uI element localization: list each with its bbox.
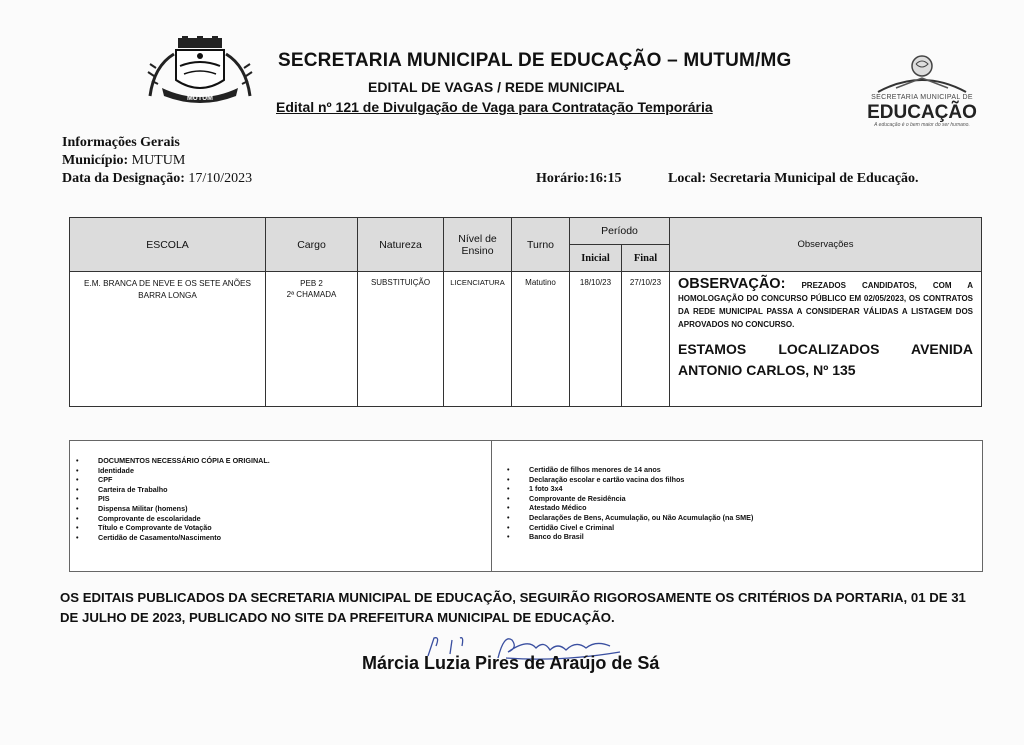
documents-list-right xyxy=(501,465,753,542)
list-item: • Banco do Brasil xyxy=(501,532,753,542)
obs-location: ESTAMOS LOCALIZADOS AVENIDA ANTONIO CARLOS, Nº 135 xyxy=(678,341,973,378)
header-inicial: Inicial xyxy=(570,245,622,272)
page-title: SECRETARIA MUNICIPAL DE EDUCAÇÃO – MUTUM/MG xyxy=(278,50,792,71)
list-item: • Comprovante de Residência xyxy=(501,494,753,504)
header-final: Final xyxy=(622,245,670,272)
list-item: • Comprovante de escolaridade xyxy=(70,514,270,524)
documents-list-left xyxy=(70,456,270,542)
list-item: • 1 foto 3x4 xyxy=(501,484,753,494)
cell-escola: E.M. BRANCA DE NEVE E OS SETE ANÕES BARRA LONGA xyxy=(70,272,266,407)
footer-notice: OS EDITAIS PUBLICADOS DA SECRETARIA MUNICIPAL DE EDUCAÇÃO, SEGUIRÃO RIGOROSAMENTE OS CRITÉRIOS DA PORTARIA, 01 DE 31 DE JULHO DE 2023, PUBLICADO NO SITE DA PREFEITURA MUNICIPAL DE EDUCAÇÃO. xyxy=(60,590,966,625)
municipal-crest-logo xyxy=(140,36,260,106)
documents-box xyxy=(69,440,983,572)
page-subtitle: EDITAL DE VAGAS / REDE MUNICIPAL xyxy=(368,79,625,95)
list-item: • Carteira de Trabalho xyxy=(70,485,270,495)
list-item: • Certidão de filhos menores de 14 anos xyxy=(501,465,753,475)
cell-observacoes xyxy=(670,272,982,407)
list-item: • Declarações de Bens, Acumulação, ou Não Acumulação (na SME) xyxy=(501,513,753,523)
list-item: • Dispensa Militar (homens) xyxy=(70,504,270,514)
list-item: • Certidão Civel e Criminal xyxy=(501,523,753,533)
crest-label: MUTUM xyxy=(186,95,214,102)
cell-final: 27/10/23 xyxy=(622,272,670,407)
signature-name: Márcia Luzia Pires de Araújo de Sá xyxy=(362,653,660,673)
table-row xyxy=(70,272,982,407)
header-turno: Turno xyxy=(512,218,570,272)
list-item: • Atestado Médico xyxy=(501,503,753,513)
header-escola: ESCOLA xyxy=(70,218,266,272)
cell-nivel: LICENCIATURA xyxy=(444,272,512,407)
info-horario: Horário:16:15 xyxy=(536,171,622,186)
header-cargo: Cargo xyxy=(266,218,358,272)
cell-inicial: 18/10/23 xyxy=(570,272,622,407)
list-item: • PIS xyxy=(70,494,270,504)
info-local: Local: Secretaria Municipal de Educação. xyxy=(668,171,919,186)
obs-title: OBSERVAÇÃO: xyxy=(678,276,786,292)
list-item: • DOCUMENTOS NECESSÁRIO CÓPIA E ORIGINAL. xyxy=(70,456,270,466)
education-logo-word: EDUCAÇÃO xyxy=(867,102,977,123)
info-heading: Informações Gerais xyxy=(62,135,180,150)
education-logo-line1: SECRETARIA MUNICIPAL DE xyxy=(871,94,973,101)
info-data-designacao: Data da Designação: 17/10/2023 xyxy=(62,171,253,186)
cell-cargo: PEB 2 2ª CHAMADA xyxy=(266,272,358,407)
vacancy-table xyxy=(69,217,982,407)
list-item: • Declaração escolar e cartão vacina dos filhos xyxy=(501,475,753,485)
list-item: • Certidão de Casamento/Nascimento xyxy=(70,533,270,543)
cell-natureza: SUBSTITUIÇÃO xyxy=(358,272,444,407)
info-municipio: Município: MUTUM xyxy=(62,153,186,168)
header-natureza: Natureza xyxy=(358,218,444,272)
education-logo-tagline: A educação é o bem maior do ser humano. xyxy=(874,122,970,128)
edict-title: Edital nº 121 de Divulgação de Vaga para Contratação Temporária xyxy=(276,99,713,115)
header-periodo: Período xyxy=(570,218,670,245)
header-observacoes: Observações xyxy=(670,218,982,272)
cell-turno: Matutino xyxy=(512,272,570,407)
header-nivel: Nível de Ensino xyxy=(444,218,512,272)
list-item: • Título e Comprovante de Votação xyxy=(70,523,270,533)
obs-text: PREZADOS CANDIDATOS, COM A HOMOLOGAÇÃO DO CONCURSO PÚBLICO EM 02/05/2023, OS CONTRATOS DA REDE MUNICIPAL PASSA A CONSIDERAR VÁLIDAS A LISTAGEM DOS APROVADOS NO CONCURSO. xyxy=(678,281,973,329)
list-item: • CPF xyxy=(70,475,270,485)
list-item: • Identidade xyxy=(70,466,270,476)
